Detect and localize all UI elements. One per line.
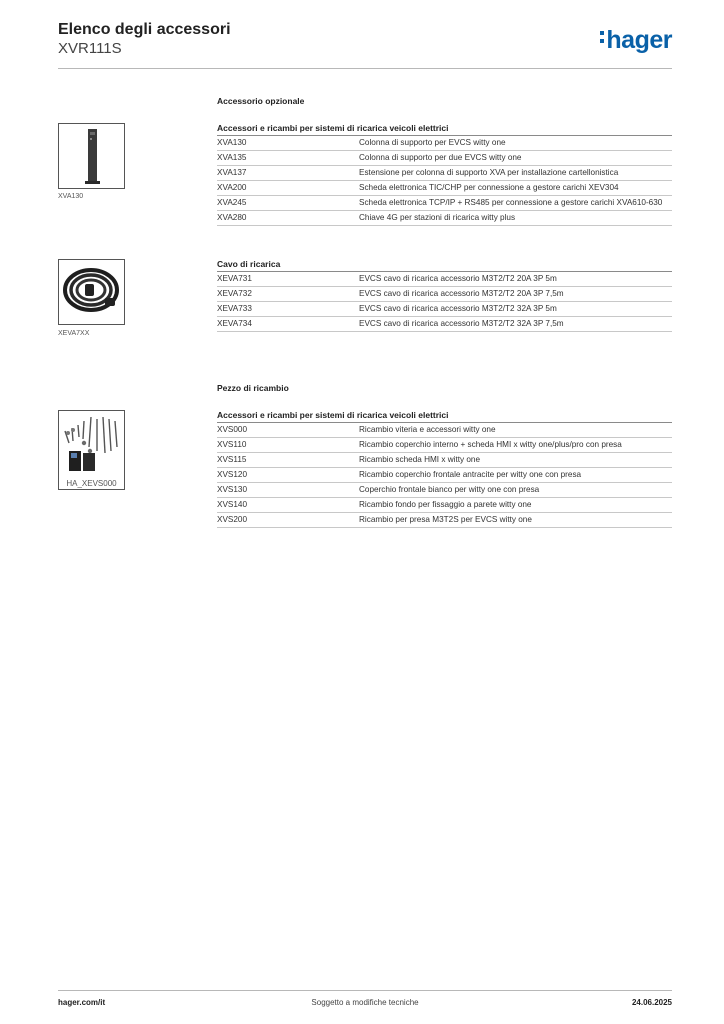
article-code: XVA135 [217,153,247,162]
spare-parts-section [217,383,672,393]
support-column-icon [59,124,124,188]
table-row [217,438,672,453]
cables-table [217,259,672,332]
group-title-cables: Cavo di ricarica [217,259,672,272]
table-row [217,468,672,483]
supports-table [217,123,672,226]
support-column-image [58,123,125,189]
article-description: Ricambio scheda HMI x witty one [359,455,481,464]
spares-rows [217,423,672,528]
table-row [217,287,672,302]
article-code: XVA130 [217,138,247,147]
optional-accessory-section [217,96,672,106]
article-code: XEVA734 [217,319,252,328]
article-description: Ricambio fondo per fissaggio a parete witty one [359,500,532,509]
footer-divider [58,990,672,991]
article-code: XVS115 [217,455,247,464]
supports-rows [217,136,672,226]
article-description: Coperchio frontale bianco per witty one con presa [359,485,540,494]
article-code: XVS110 [217,440,247,449]
spares-table [217,410,672,528]
spare-kit-image-label: HA_XEVS000 [66,479,117,488]
footer-website-link[interactable]: hager.com/it [58,998,106,1007]
page-header [58,20,672,70]
article-description: Ricambio per presa M3T2S per EVCS witty one [359,515,532,524]
table-row [217,181,672,196]
charging-cable-image-label: XEVA7XX [58,330,90,337]
table-row [217,166,672,181]
footer-date: 24.06.2025 [631,998,672,1007]
article-description: Ricambio viteria e accessori witty one [359,425,496,434]
article-code: XVS130 [217,485,248,494]
article-code: XEVA731 [217,274,252,283]
article-description: EVCS cavo di ricarica accessorio M3T2/T2 20A 3P 5m [359,274,557,283]
article-code: XVS000 [217,425,248,434]
article-code: XEVA732 [217,289,252,298]
article-description: EVCS cavo di ricarica accessorio M3T2/T2 20A 3P 7,5m [359,289,564,298]
article-description: Chiave 4G per stazioni di ricarica witty plus [359,213,516,222]
article-code: XVA137 [217,168,247,177]
table-row [217,423,672,438]
screw-kit-icon [59,411,124,477]
article-description: Colonna di supporto per due EVCS witty one [359,153,522,162]
article-code: XVA280 [217,213,247,222]
product-code: XVR111S [58,40,122,57]
header-divider [58,68,672,69]
article-description: Ricambio coperchio frontale antracite per witty one con presa [359,470,582,479]
table-row [217,136,672,151]
table-row [217,483,672,498]
table-row [217,302,672,317]
section-title-optional: Accessorio opzionale [217,96,305,106]
table-row [217,211,672,226]
table-row [217,453,672,468]
table-row [217,498,672,513]
article-code: XVS200 [217,515,248,524]
logo-text: hager [606,26,672,54]
spare-kit-image [58,410,125,490]
table-row [217,151,672,166]
article-description: Estensione per colonna di supporto XVA per installazione cartellonistica [359,168,619,177]
footer-note: Soggetto a modifiche tecniche [311,998,419,1007]
article-code: XVA245 [217,198,247,207]
charging-cable-icon [59,260,124,324]
group-title-spares: Accessori e ricambi per sistemi di ricarica veicoli elettrici [217,410,672,423]
logo-dots-icon [600,31,604,47]
support-column-image-label: XVA130 [58,193,84,200]
table-row [217,272,672,287]
hager-logo [600,26,672,55]
article-code: XVS140 [217,500,248,509]
article-description: Scheda elettronica TCP/IP + RS485 per connessione a gestore carichi XVA610-630 [359,198,663,207]
cables-rows [217,272,672,332]
article-code: XVA200 [217,183,247,192]
group-title-supports: Accessori e ricambi per sistemi di ricarica veicoli elettrici [217,123,672,136]
article-code: XEVA733 [217,304,252,313]
page-title: Elenco degli accessori [58,21,231,38]
article-code: XVS120 [217,470,248,479]
table-row [217,196,672,211]
section-title-spares: Pezzo di ricambio [217,383,289,393]
article-description: Colonna di supporto per EVCS witty one [359,138,506,147]
table-row [217,513,672,528]
table-row [217,317,672,332]
charging-cable-image [58,259,125,325]
article-description: Ricambio coperchio interno + scheda HMI x witty one/plus/pro con presa [359,440,622,449]
article-description: EVCS cavo di ricarica accessorio M3T2/T2 32A 3P 7,5m [359,319,564,328]
article-description: EVCS cavo di ricarica accessorio M3T2/T2 32A 3P 5m [359,304,557,313]
article-description: Scheda elettronica TIC/CHP per connessione a gestore carichi XEV304 [359,183,619,192]
